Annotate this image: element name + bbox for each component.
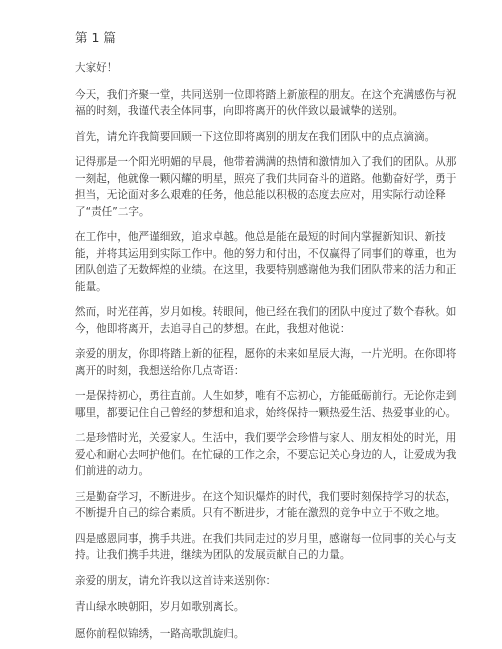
greeting-paragraph: 大家好！ bbox=[75, 62, 118, 74]
body-paragraph: 然而，时光荏苒，岁月如梭。转眼间，他已经在我们的团队中度过了数个春秋。如今，他即将离开，去追寻自己的梦想。在此，我想对他说： bbox=[75, 306, 457, 335]
body-paragraph: 记得那是一个阳光明媚的早晨，他带着满满的热情和激情加入了我们的团队。从那一刻起，他就像一颗闪耀的明星，照亮了我们共同奋斗的道路。他勤奋好学，勇于担当，无论面对多么艰难的任务，他总能以积极的态度去应对，用实际行动诠释了“责任”二字。 bbox=[75, 156, 457, 218]
poem-line: 青山绿水映朝阳，岁月如歌别离长。 bbox=[75, 601, 245, 613]
body-paragraph: 亲爱的朋友，请允许我以这首诗来送别你： bbox=[75, 574, 277, 587]
poem-line: 愿你前程似锦绣，一路高歌凯旋归。 bbox=[75, 627, 245, 640]
body-paragraph: 三是勤奋学习，不断进步。在这个知识爆炸的时代，我们要时刻保持学习的状态，不断提升自己的综合素质。只有不断进步，才能在激烈的竞争中立于不败之地。 bbox=[75, 490, 457, 519]
body-paragraph: 一是保持初心，勇往直前。人生如梦，唯有不忘初心，方能砥砺前行。无论你走到哪里，都要记住自己曾经的梦想和追求，始终保持一颗热爱生活、热爱事业的心。 bbox=[75, 390, 457, 419]
body-paragraph: 首先，请允许我简要回顾一下这位即将离别的朋友在我们团队中的点点滴滴。 bbox=[75, 130, 436, 143]
body-paragraph: 四是感恩同事，携手共进。在我们共同走过的岁月里，感谢每一位同事的关心与支持。让我们携手共进，继续为团队的发展贡献自己的力量。 bbox=[75, 532, 457, 561]
body-paragraph: 在工作中，他严谨细致，追求卓越。他总是能在最短的时间内掌握新知识、新技能，并将其运用到实际工作中。他的努力和付出，不仅赢得了同事们的尊重，也为团队创造了无数辉煌的业绩。在这里，我要特别感谢他为我们团队带来的活力和正能量。 bbox=[75, 231, 457, 293]
body-paragraph: 今天，我们齐聚一堂，共同送别一位即将踏上新旅程的朋友。在这个充满感伤与祝福的时刻，我谨代表全体同事，向即将离开的伙伴致以最诚挚的送别。 bbox=[75, 88, 457, 117]
section-heading: 第 1 篇 bbox=[75, 30, 116, 45]
body-paragraph: 二是珍惜时光，关爱家人。生活中，我们要学会珍惜与家人、朋友相处的时光，用爱心和耐心去呵护他们。在忙碌的工作之余，不要忘记关心身边的人，让爱成为我们前进的动力。 bbox=[75, 432, 457, 477]
body-paragraph: 亲爱的朋友，你即将踏上新的征程，愿你的未来如星辰大海，一片光明。在你即将离开的时刻，我想送给你几点寄语： bbox=[75, 348, 457, 377]
